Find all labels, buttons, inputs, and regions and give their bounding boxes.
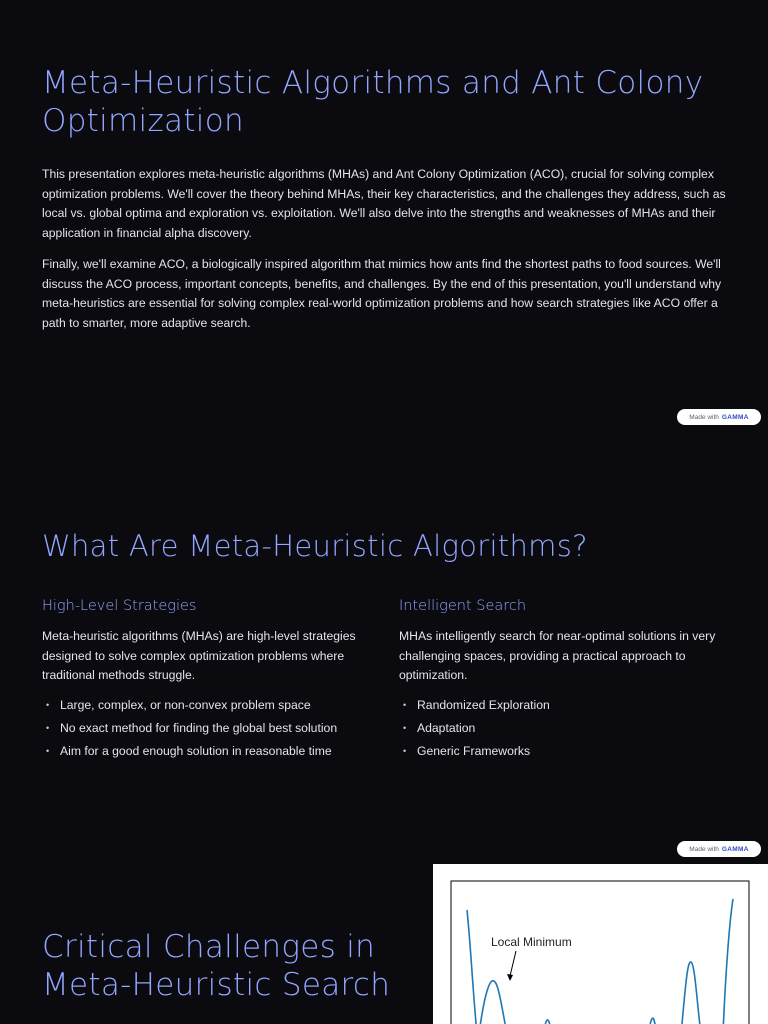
- list-item-text: Aim for a good enough solution in reasonable time: [60, 743, 332, 758]
- column-intelligent-search: [399, 596, 729, 763]
- list-item: [399, 694, 729, 717]
- column-heading: Intelligent Search: [399, 598, 527, 614]
- plot-frame: [451, 881, 749, 1024]
- list-item: [42, 694, 372, 717]
- list-item-text: Randomized Exploration: [417, 697, 550, 712]
- gamma-logo: GAMMA: [721, 845, 749, 853]
- intro-paragraph-1: This presentation explores meta-heuristic algorithms (MHAs) and Ant Colony Optimization (ACO), crucial for solving complex optimization problems. We'll cover the theory behind MHAs, their key characteristics, and the challenges they address, such as local vs. global optima and exploration vs. exploitation. We'll also delve into the strengths and weaknesses of MHAs and their application in financial alpha discovery.: [42, 167, 726, 240]
- slide-what-are-mhas: [0, 432, 768, 864]
- gamma-logo: GAMMA: [721, 413, 749, 421]
- bullet-icon: •: [46, 745, 50, 756]
- made-with-gamma-badge[interactable]: [677, 841, 761, 857]
- slide-critical-challenges: [0, 864, 768, 1024]
- list-item: [399, 740, 729, 763]
- slide-intro: [0, 0, 768, 432]
- made-with-gamma-badge[interactable]: [677, 409, 761, 425]
- slide-title: Critical Challenges in Meta-Heuristic Search: [42, 929, 391, 1003]
- local-minimum-illustration: [433, 864, 768, 1024]
- list-item: [42, 717, 372, 740]
- column-high-level-strategies: [42, 596, 372, 763]
- bullet-icon: •: [46, 722, 50, 733]
- bullet-list: [42, 694, 372, 763]
- loss-landscape-figure: [433, 864, 768, 1024]
- local-minimum-annotation: Local Minimum: [491, 935, 572, 949]
- bullet-icon: •: [403, 722, 407, 733]
- list-item-text: Generic Frameworks: [417, 743, 531, 758]
- list-item: [399, 717, 729, 740]
- page-title: Meta-Heuristic Algorithms and Ant Colony Optimization: [42, 65, 704, 139]
- list-item: [42, 740, 372, 763]
- column-heading: High-Level Strategies: [42, 598, 197, 614]
- bullet-list: [399, 694, 729, 763]
- list-item-text: No exact method for finding the global best solution: [60, 720, 338, 735]
- bullet-icon: •: [46, 699, 50, 710]
- bullet-icon: •: [403, 745, 407, 756]
- intro-paragraph-2: Finally, we'll examine ACO, a biologically inspired algorithm that mimics how ants find the shortest paths to food sources. We'll discuss the ACO process, important concepts, benefits, and challenges. By the end of this presentation, you'll understand why meta-heuristics are essential for solving complex real-world optimization problems and how search strategies like ACO offer a path to smarter, more adaptive search.: [42, 257, 722, 330]
- badge-prefix: Made with: [689, 413, 719, 421]
- bullet-icon: •: [403, 699, 407, 710]
- column-text: MHAs intelligently search for near-optimal solutions in very challenging spaces, providing a practical approach to optimization.: [399, 629, 716, 682]
- column-text: Meta-heuristic algorithms (MHAs) are high-level strategies designed to solve complex optimization problems where traditional methods struggle.: [42, 629, 356, 682]
- list-item-text: Adaptation: [417, 720, 476, 735]
- list-item-text: Large, complex, or non-convex problem space: [60, 697, 311, 712]
- badge-prefix: Made with: [689, 845, 719, 853]
- slide-title: What Are Meta-Heuristic Algorithms?: [42, 529, 588, 563]
